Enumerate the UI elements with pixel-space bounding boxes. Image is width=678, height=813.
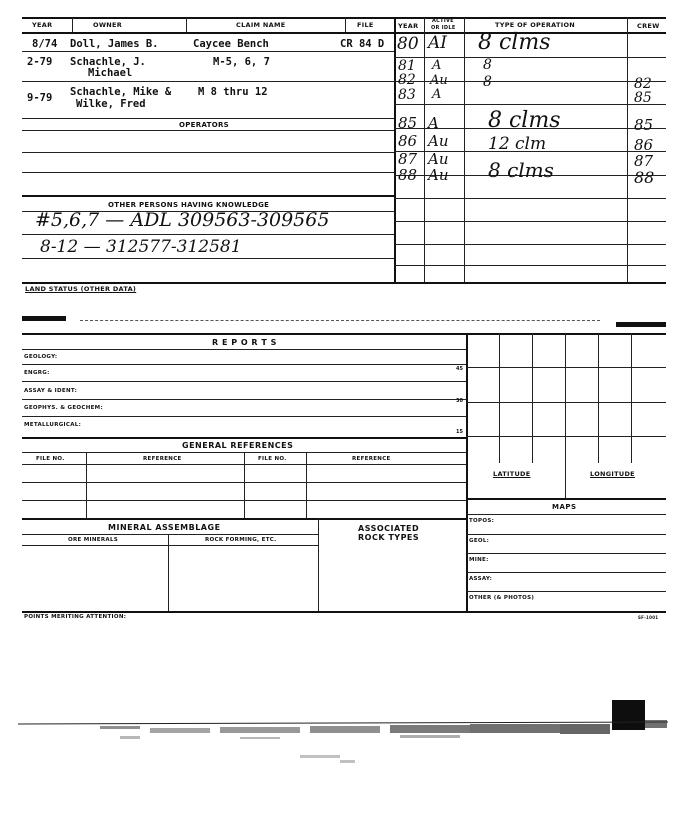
rock-types-label: ROCK TYPES	[358, 533, 420, 542]
header-active: ACTIVE	[432, 18, 454, 24]
latitude-label: LATITUDE	[493, 470, 531, 478]
row1-owner: Doll, James B.	[70, 38, 159, 50]
header-year: YEAR	[32, 21, 53, 29]
maps-title: MAPS	[552, 503, 577, 511]
map-geol: GEOL:	[469, 538, 490, 544]
hw-crew-4: 86	[634, 136, 654, 154]
report-geology: GEOLOGY:	[24, 354, 58, 360]
header-owner: OWNER	[93, 21, 123, 29]
row1-claim: Caycee Bench	[193, 38, 269, 50]
hw-active-5: A	[428, 114, 439, 132]
hw-crew-6: 88	[634, 168, 655, 187]
hw-active-1: AI	[428, 33, 447, 53]
hw-operation-1: 8 clms	[478, 30, 551, 55]
header-crew: CREW	[637, 22, 660, 30]
ref-col-reference-2: REFERENCE	[352, 456, 391, 462]
row3-year: 9-79	[27, 92, 53, 104]
map-assay: ASSAY:	[469, 576, 493, 582]
hw-operation-2: 8	[483, 57, 492, 73]
hw-crew-1: 82	[634, 76, 652, 92]
hw-crew-2: 85	[634, 90, 652, 106]
header-year2: YEAR	[398, 22, 419, 30]
map-other: OTHER (& PHOTOS)	[469, 595, 535, 601]
row3-claim: M 8 thru 12	[198, 86, 268, 98]
hw-year-80: 80	[397, 34, 419, 54]
hw-year-86: 86	[398, 132, 418, 150]
ref-col-file-no-1: FILE NO.	[36, 456, 65, 462]
hw-persons-line1: #5,6,7 — ADL 309563-309565	[35, 209, 330, 231]
scan-mark-left	[22, 316, 66, 321]
hw-active-8: Au	[428, 166, 449, 184]
general-references-title: GENERAL REFERENCES	[182, 441, 294, 450]
hw-active-6: Au	[428, 132, 449, 150]
land-status-label: LAND STATUS (OTHER DATA)	[25, 285, 137, 293]
hw-year-81: 81	[398, 58, 416, 74]
mineral-assemblage-title: MINERAL ASSEMBLAGE	[108, 523, 221, 532]
points-meriting-attention: POINTS MERITING ATTENTION:	[24, 614, 127, 620]
hw-year-82: 82	[398, 72, 416, 88]
header-file: FILE	[357, 21, 374, 29]
map-topos: TOPOS:	[469, 518, 495, 524]
row1-year: 8/74	[32, 38, 58, 50]
hw-persons-line2: 8-12 — 312577-312581	[40, 237, 242, 257]
row2-owner-line2: Michael	[88, 67, 133, 79]
hw-crew-5: 87	[634, 152, 654, 170]
report-metallurgical: METALLURGICAL:	[24, 422, 82, 428]
ref-col-file-no-2: FILE NO.	[258, 456, 287, 462]
scale-15: 15	[456, 429, 463, 435]
report-geophys: GEOPHYS. & GEOCHEM:	[24, 405, 103, 411]
row2-claim: M-5, 6, 7	[213, 56, 270, 68]
row2-owner: Schachle, J.	[70, 56, 146, 68]
ref-col-reference-1: REFERENCE	[143, 456, 182, 462]
hw-year-83: 83	[398, 87, 416, 103]
hw-active-4: A	[432, 87, 442, 102]
scan-mark-right	[616, 322, 666, 327]
operators-title: OPERATORS	[179, 121, 229, 129]
hw-year-88: 88	[398, 166, 418, 184]
reports-title: R E P O R T S	[212, 338, 277, 347]
hw-crew-3: 85	[634, 116, 654, 134]
header-type-of-operation: TYPE OF OPERATION	[495, 21, 576, 29]
report-engrg: ENGRG:	[24, 370, 50, 376]
scale-30: 30	[456, 398, 463, 404]
hw-operation-4: 8 clms	[488, 108, 561, 133]
header-or-idle: OR IDLE	[431, 25, 456, 31]
scale-45: 45	[456, 366, 463, 372]
hw-operation-6: 8 clms	[488, 158, 554, 182]
other-persons-title: OTHER PERSONS HAVING KNOWLEDGE	[108, 201, 270, 209]
hw-active-2: A	[432, 58, 442, 73]
row2-year: 2-79	[27, 56, 53, 68]
row1-file: CR 84 D	[340, 38, 385, 50]
map-mine: MINE:	[469, 557, 489, 563]
associated-label: ASSOCIATED	[358, 524, 420, 533]
form-number: SF-1001	[638, 615, 659, 620]
ore-minerals-label: ORE MINERALS	[68, 537, 119, 543]
header-claim-name: CLAIM NAME	[236, 21, 286, 29]
row3-owner: Schachle, Mike &	[70, 86, 172, 98]
hw-year-87: 87	[398, 150, 418, 168]
hw-active-7: Au	[428, 150, 449, 168]
hw-operation-5: 12 clm	[488, 134, 547, 154]
longitude-label: LONGITUDE	[590, 470, 635, 478]
hw-operation-3: 8	[483, 74, 492, 90]
hw-year-85: 85	[398, 114, 418, 132]
hw-active-3: Au	[430, 73, 448, 88]
rock-forming-label: ROCK FORMING, ETC.	[205, 537, 277, 543]
scan-noise	[0, 700, 678, 780]
row3-owner-line2: Wilke, Fred	[76, 98, 146, 110]
report-assay: ASSAY & IDENT:	[24, 388, 78, 394]
